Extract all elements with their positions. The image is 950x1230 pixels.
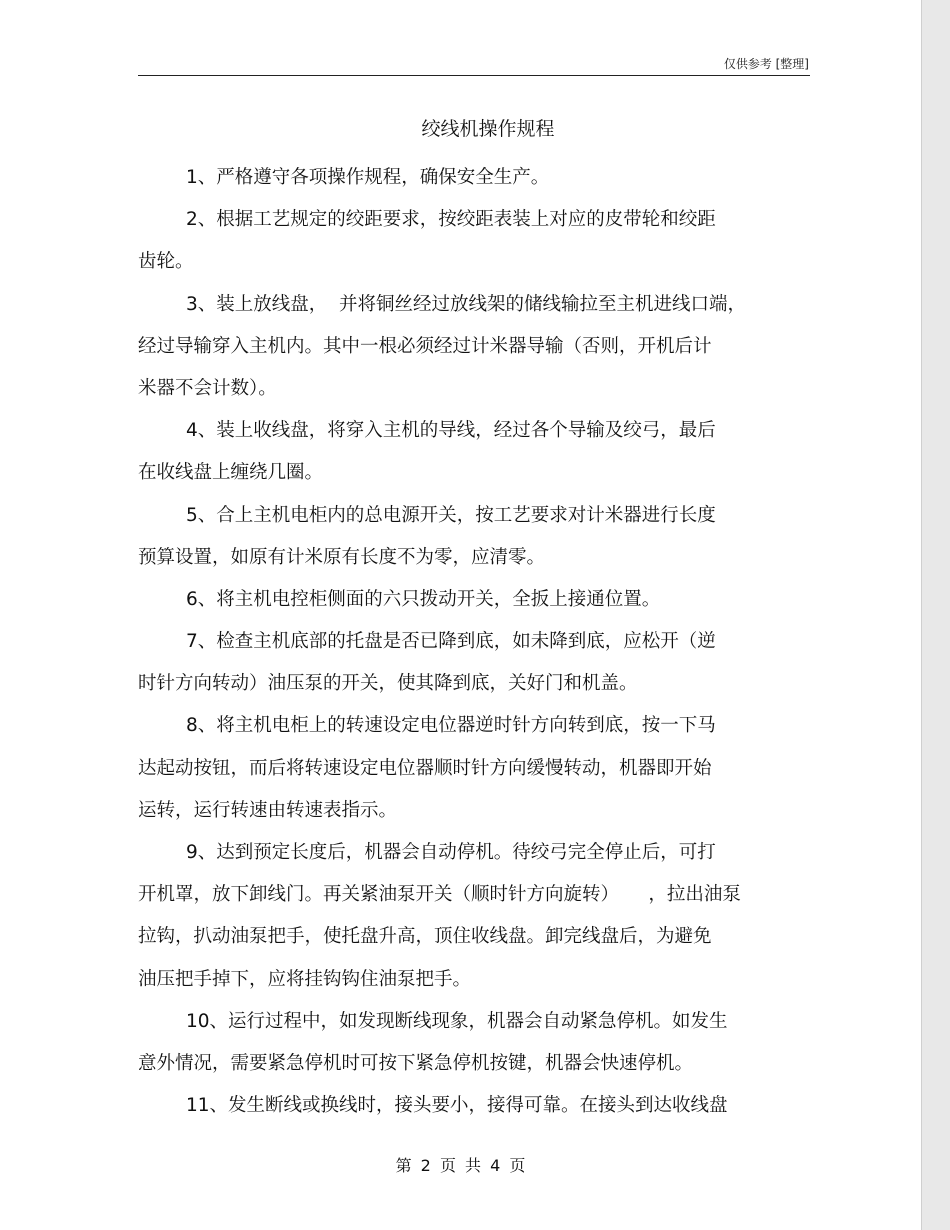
body-line: 意外情况，需要紧急停机时可按下紧急停机按键，机器会快速停机。 bbox=[138, 1052, 694, 1074]
document-body bbox=[138, 157, 800, 1127]
body-line: 2、根据工艺规定的绞距要求，按绞距表装上对应的皮带轮和绞距 bbox=[186, 209, 716, 231]
body-line: 预算设置，如原有计米原有长度不为零，应清零。 bbox=[138, 546, 546, 568]
body-line: 时针方向转动）油压泵的开关，使其降到底，关好门和机盖。 bbox=[138, 673, 638, 695]
body-line: 11、发生断线或换线时，接头要小，接得可靠。在接头到达收线盘 bbox=[186, 1095, 728, 1117]
header-divider bbox=[138, 75, 810, 76]
body-line: 开机罩，放下卸线门。再关紧油泵开关（顺时针方向旋转） ，拉出油泵 bbox=[138, 884, 741, 906]
header-note: 仅供参考 [整理] bbox=[723, 57, 809, 71]
document-title: 绞线机操作规程 bbox=[421, 118, 555, 140]
body-line: 米器不会计数）。 bbox=[138, 377, 277, 399]
body-line: 4、装上收线盘，将穿入主机的导线，经过各个导输及绞弓，最后 bbox=[186, 420, 716, 442]
body-line: 9、达到预定长度后，机器会自动停机。待绞弓完全停止后，可打 bbox=[186, 842, 716, 863]
body-line: 3、装上放线盘， 并将铜丝经过放线架的储线输拉至主机进线口端， bbox=[186, 293, 747, 315]
body-line: 10、运行过程中，如发现断线现象，机器会自动紧急停机。如发生 bbox=[186, 1010, 728, 1032]
body-line: 在收线盘上缠绕几圈。 bbox=[138, 462, 324, 484]
body-line: 达起动按钮，而后将转速设定电位器顺时针方向缓慢转动，机器即开始 bbox=[138, 757, 712, 779]
body-line: 齿轮。 bbox=[138, 251, 194, 273]
body-line: 1、严格遵守各项操作规程，确保安全生产。 bbox=[186, 167, 550, 188]
body-line: 拉钩，扒动油泵把手，使托盘升高，顶住收线盘。卸完线盘后，为避免 bbox=[138, 926, 712, 948]
body-line: 8、将主机电柜上的转速设定电位器逆时针方向转到底，按一下马 bbox=[186, 715, 716, 737]
body-line: 油压把手掉下，应将挂钩钩住油泵把手。 bbox=[138, 968, 472, 990]
body-line: 运转，运行转速由转速表指示。 bbox=[138, 799, 398, 821]
body-line: 经过导输穿入主机内。其中一根必须经过计米器导输（否则，开机后计 bbox=[138, 335, 712, 357]
body-line: 5、合上主机电柜内的总电源开关，按工艺要求对计米器进行长度 bbox=[186, 504, 716, 526]
page-number: 第 2 页 共 4 页 bbox=[395, 1156, 526, 1175]
body-line: 7、检查主机底部的托盘是否已降到底，如未降到底，应松开（逆 bbox=[186, 631, 716, 653]
body-line: 6、将主机电控柜侧面的六只拨动开关，全扳上接通位置。 bbox=[186, 588, 661, 610]
